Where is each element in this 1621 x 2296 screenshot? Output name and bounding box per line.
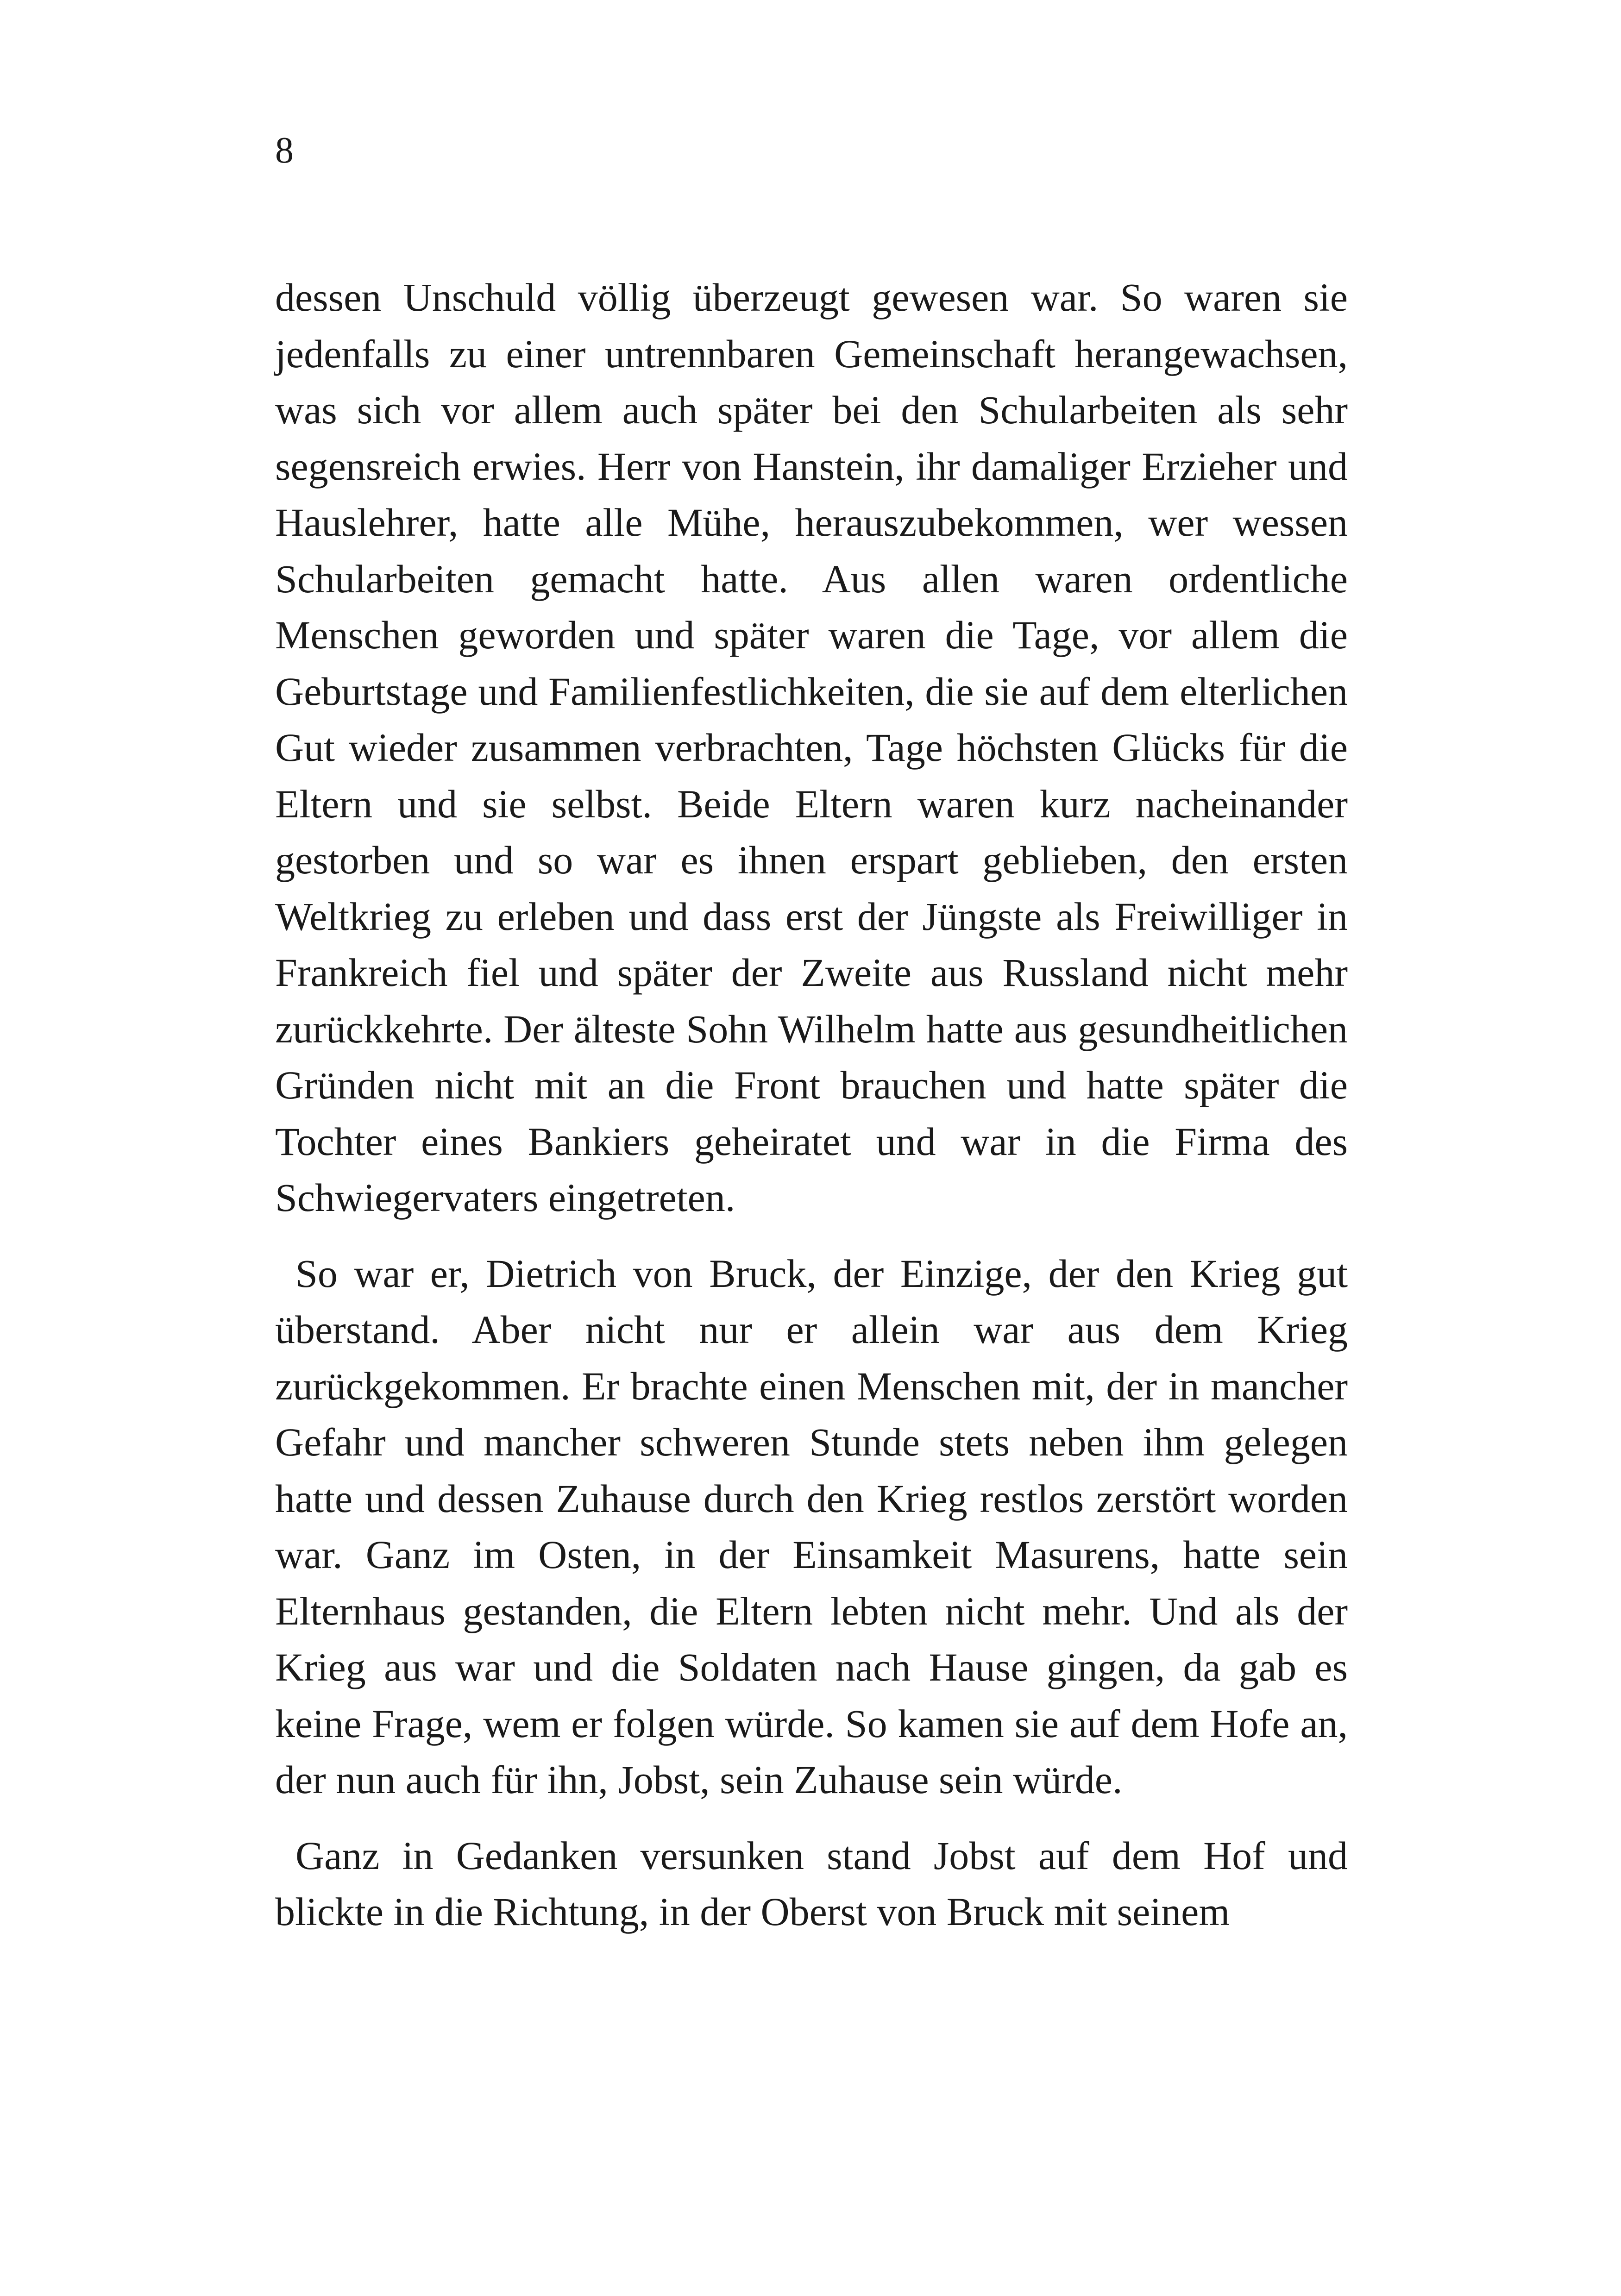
paragraph-3: Ganz in Gedanken versunken stand Jobst auf dem Hof und blickte in die Richtung, in der Oberst von Bruck mit seinem [275,1833,1348,1934]
paragraph-2: So war er, Dietrich von Bruck, der Einzige, der den Krieg gut überstand. Aber nicht nur er allein war aus dem Krieg zurückgekommen. Er brachte einen Menschen mit, der in mancher Gefahr und mancher schweren Stunde stets neben ihm gelegen hatte und dessen Zuhause durch den Krieg restlos zerstört worden war. Ganz im Osten, in der Einsamkeit Masurens, hatte sein Elternhaus gestanden, die Eltern lebten nicht mehr. Und als der Krieg aus war und die Soldaten nach Hause gingen, da gab es keine Frage, wem er folgen würde. So kamen sie auf dem Hofe an, der nun auch für ihn, Jobst, sein Zuhause sein würde. [275,1251,1348,1802]
body-text [275,270,1348,1940]
paragraph-1: dessen Unschuld völlig überzeugt gewesen war. So waren sie jedenfalls zu einer untrennbaren Gemeinschaft herangewachsen, was sich vor allem auch später bei den Schularbeiten als sehr segensreich erwies. Herr von Hanstein, ihr damaliger Erzieher und Hauslehrer, hatte alle Mühe, herauszubekommen, wer wessen Schularbeiten gemacht hatte. Aus allen waren ordentliche Menschen geworden und später waren die Tage, vor allem die Geburtstage und Familienfestlichkeiten, die sie auf dem elterlichen Gut wieder zusammen verbrachten, Tage höchsten Glücks für die Eltern und sie selbst. Beide Eltern waren kurz nacheinander gestorben und so war es ihnen erspart geblieben, den ersten Weltkrieg zu erleben und dass erst der Jüngste als Freiwilliger in Frankreich fiel und später der Zweite aus Russland nicht mehr zurückkehrte. Der älteste Sohn Wilhelm hatte aus gesundheitlichen Gründen nicht mit an die Front brauchen und hatte später die Tochter eines Bankiers geheiratet und war in die Firma des Schwiegervaters eingetreten. [275,275,1348,1220]
page-number: 8 [275,130,294,171]
